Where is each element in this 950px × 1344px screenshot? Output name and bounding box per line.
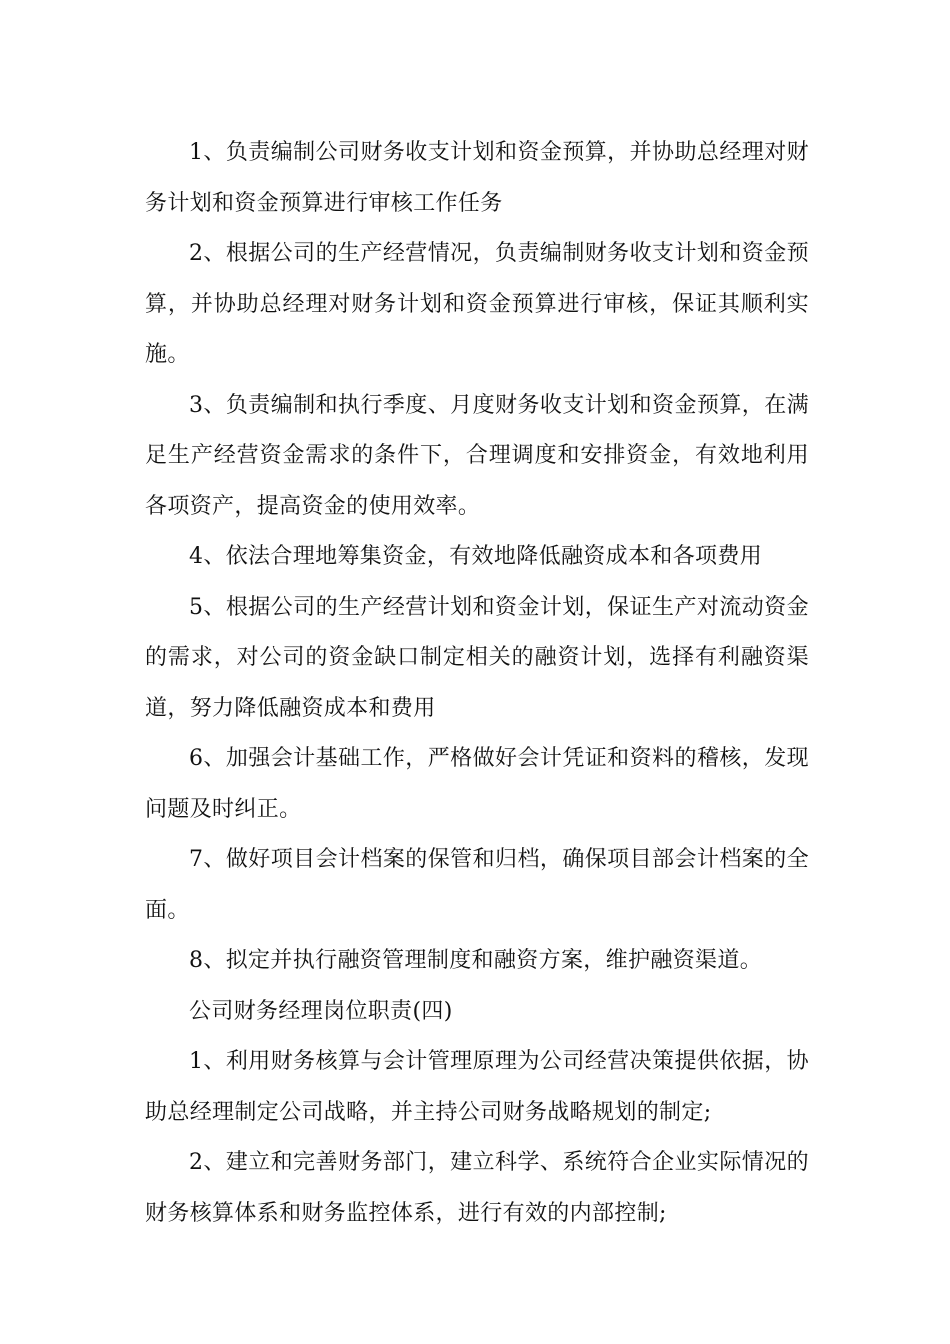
- paragraph-4: 4、依法合理地筹集资金，有效地降低融资成本和各项费用: [189, 544, 763, 569]
- paragraph-7: 7、做好项目会计档案的保管和归档，确保项目部会计档案的全面。: [145, 847, 809, 923]
- document-body: [145, 128, 809, 1239]
- paragraph-2: 2、根据公司的生产经营情况，负责编制财务收支计划和资金预算，并协助总经理对财务计划和资金预算进行审核，保证其顺利实施。: [145, 241, 809, 367]
- paragraph-9: 1、利用财务核算与会计管理原理为公司经营决策提供依据，协助总经理制定公司战略，并主持公司财务战略规划的制定;: [145, 1049, 809, 1125]
- paragraph-5: 5、根据公司的生产经营计划和资金计划，保证生产对流动资金的需求，对公司的资金缺口制定相关的融资计划，选择有利融资渠道，努力降低融资成本和费用: [145, 594, 809, 721]
- section-heading: 公司财务经理岗位职责(四): [189, 998, 453, 1024]
- paragraph-6: 6、加强会计基础工作，严格做好会计凭证和资料的稽核，发现问题及时纠正。: [145, 746, 809, 822]
- paragraph-1: 1、负责编制公司财务收支计划和资金预算，并协助总经理对财务计划和资金预算进行审核工作任务: [145, 140, 809, 216]
- paragraph-8: 8、拟定并执行融资管理制度和融资方案，维护融资渠道。: [189, 948, 763, 973]
- paragraph-3: 3、负责编制和执行季度、月度财务收支计划和资金预算，在满足生产经营资金需求的条件下，合理调度和安排资金，有效地利用各项资产，提高资金的使用效率。: [145, 392, 809, 519]
- paragraph-10: 2、建立和完善财务部门，建立科学、系统符合企业实际情况的财务核算体系和财务监控体系，进行有效的内部控制;: [145, 1150, 809, 1226]
